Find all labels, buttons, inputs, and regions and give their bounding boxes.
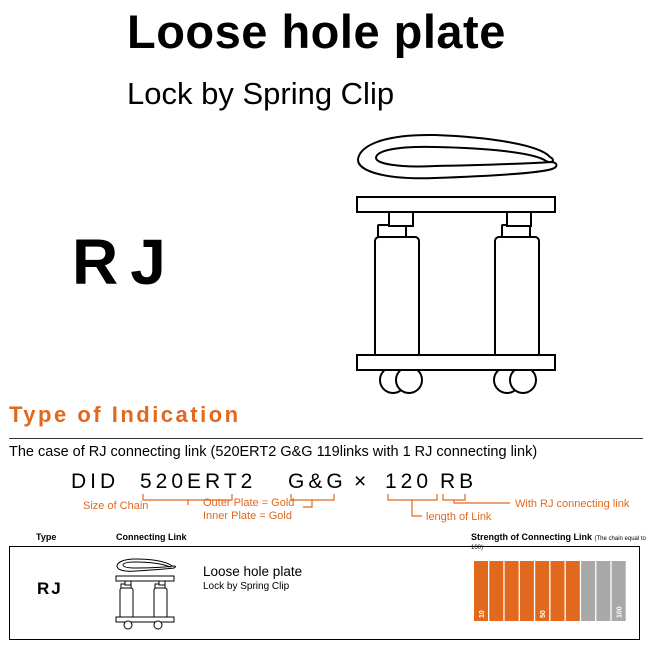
connecting-link-thumbnail [114,556,184,632]
strength-tick-label: 10 [479,610,486,618]
designation-brand: DID [71,470,120,493]
page-subtitle: Lock by Spring Clip [127,76,395,111]
strength-segment [596,561,610,621]
label-outer-plate: Outer Plate = Gold [203,497,295,509]
designation-length: 120 [385,470,433,493]
row-link-description: Lock by Spring Clip [203,581,290,592]
page-title: Loose hole plate [127,5,506,58]
row-type-code: RJ [37,579,63,598]
bracket-color [291,494,334,500]
strength-segment [566,561,580,621]
designation-times: × [354,470,371,493]
section-heading: Type of Indication [9,402,241,427]
strength-segment [489,561,503,621]
designation-color: G&G [288,470,347,493]
table-header-strength-label: Strength of Connecting Link [471,532,592,542]
bracket-length [388,494,437,500]
strength-segment [581,561,595,621]
strength-tick-label: 50 [540,610,548,618]
label-inner-plate: Inner Plate = Gold [203,510,292,522]
strength-meter [474,560,628,622]
strength-segment [520,561,534,621]
bracket-link-code [443,494,465,500]
label-size-of-chain: Size of Chain [83,500,149,512]
strength-segment [551,561,565,621]
table-header-type: Type [36,532,57,542]
label-length-of-link: length of Link [426,511,492,523]
designation-chain: 520ERT2 [140,470,257,493]
label-with-rj-link: With RJ connecting link [515,498,630,510]
strength-segment [505,561,519,621]
table-header-strength-note: (The chain equal to 100) [471,536,646,551]
strength-tick-label: 100 [616,606,624,618]
table-header-connecting-link: Connecting Link [116,532,187,542]
type-code-large: RJ [72,226,178,298]
designation-link-code: RB [440,470,478,493]
row-link-name: Loose hole plate [203,564,303,579]
section-caption: The case of RJ connecting link (520ERT2 G&G 119links with 1 RJ connecting link) [9,444,538,460]
